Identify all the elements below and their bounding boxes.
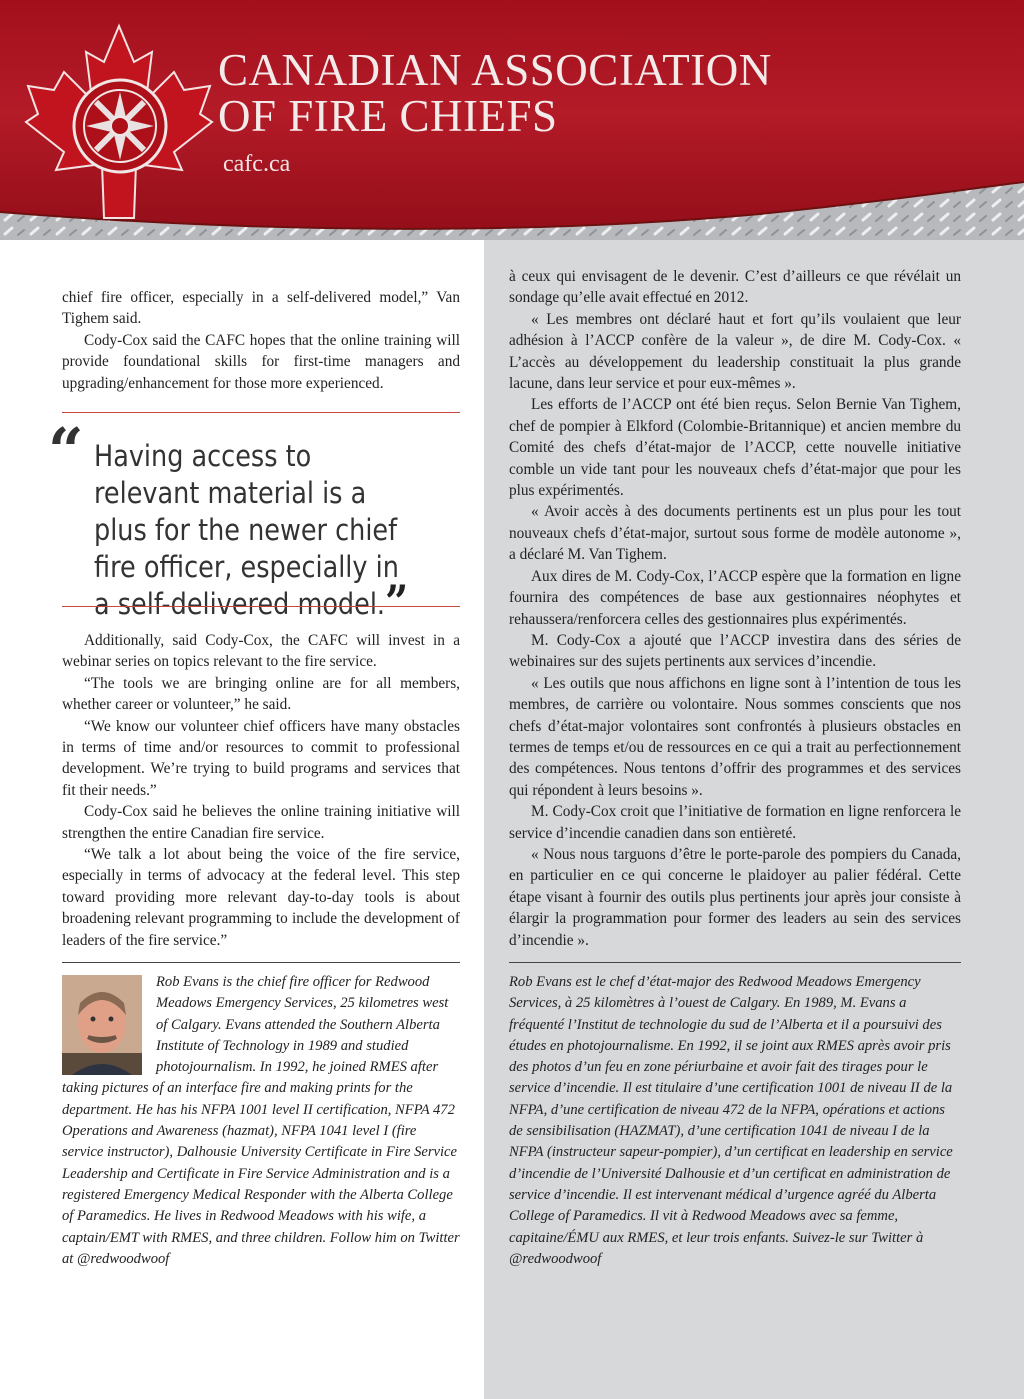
paragraph: à ceux qui envisagent de le devenir. C’est d’ailleurs ce que révélait un sondage qu’elle avait effectué en 2012.: [509, 268, 961, 307]
bio-divider: [509, 962, 961, 963]
masthead-title-line2: OF FIRE CHIEFS: [218, 91, 558, 141]
author-bio-english: [62, 972, 460, 1270]
maple-leaf-logo-icon: [24, 22, 214, 222]
paragraph: Cody-Cox said he believes the online training initiative will strengthen the entire Canadian fire service.: [62, 803, 460, 842]
divider: [62, 606, 460, 607]
pull-quote: [48, 414, 472, 629]
close-quote-mark-icon: ”: [385, 575, 409, 629]
paragraph: M. Cody-Cox croit que l’initiative de formation en ligne renforcera le service d’incendie canadien dans son entièreté.: [509, 803, 961, 842]
bio-text: Rob Evans est le chef d’état-major des Redwood Meadows Emergency Services, à 25 kilomètres à l’ouest de Calgary. En 1989, M. Evans a fréquenté l’Institut de technologie du sud de l’Alberta et il a poursuivi des études en photojournalisme. En 1992, il se joint aux RMES après avoir pris des photos d’un feu en zone périurbaine et avoir fait des tirages pour le service d’incendie. Il est titulaire d’une certification 1001 de niveau II de la NFPA, d’une certification de niveau 472 de la NFPA, opérations et actions de sensibilisation (HAZMAT), d’une certification 1041 de niveau I de la NFPA (instructeur sapeur-pompier), d’un certificat en leadership en service d’incendie de l’Université Dalhousie et d’un certificat en administration de service d’incendie. Il est intervenant médical d’urgence agréé du Alberta College of Paramedics. Il vit à Redwood Meadows avec sa femme, capitaine/ÉMU aux RMES, et leur trois enfants. Suivez-le sur Twitter à @redwoodwoof: [509, 974, 953, 1267]
author-bio-french: [509, 972, 955, 1270]
website-link[interactable]: cafc.ca: [223, 151, 291, 177]
masthead: [0, 0, 1024, 250]
divider: [62, 412, 460, 413]
left-intro: [62, 287, 460, 394]
masthead-title: [218, 47, 772, 139]
paragraph: « Les outils que nous affichons en ligne sont à l’intention de tous les membres, de carrière ou volontaire. Nous sommes conscients que nos chefs d’état-major volontaires sont confrontés à plusieurs obstacles en termes de temps et/ou de ressources en ce qui a trait au perfectionnement des compétences. Nous tentons d’offrir des programmes et des services qui répondent à leurs besoins ».: [509, 674, 961, 799]
bio-divider: [62, 962, 460, 963]
left-body: [62, 630, 460, 951]
paragraph: « Nous nous targuons d’être le porte-parole des pompiers du Canada, en particulier en ce qui concerne le plaidoyer au palier fédéral. Cette étape visant à fournir des outils plus pertinents jour après jour consiste à élargir la programmation pour former des leaders au sein des services d’incendie ».: [509, 845, 961, 949]
paragraph: chief fire officer, especially in a self-delivered model,” Van Tighem said.: [62, 289, 460, 328]
paragraph: Cody-Cox said the CAFC hopes that the online training will provide foundational skills for first-time managers and upgrading/enhancement for those more experienced.: [62, 331, 460, 392]
bio-text: Rob Evans is the chief fire officer for Redwood Meadows Emergency Services, 25 kilometres west of Calgary. Evans attended the Southern Alberta Institute of Technology in 1989 and studied photojournalism. In 1992, he joined RMES after taking pictures of an interface fire and making prints for the department. He has his NFPA 1001 level II certification, NFPA 472 Operations and Awareness (hazmat), NFPA 1041 level I (fire service instructor), Dalhousie University Certificate in Fire Service Leadership and Certificate in Fire Service Administration and is a registered Emergency Medical Responder with the Alberta College of Paramedics. He lives in Redwood Meadows with his wife, a captain/EMT with RMES, and three children. Follow him on Twitter at @redwoodwoof: [62, 974, 460, 1267]
paragraph: “The tools we are bringing online are for all members, whether career or volunteer,” he said.: [62, 674, 460, 714]
paragraph: « Avoir accès à des documents pertinents est un plus pour les tout nouveaux chefs d’état-major, surtout sous forme de modèle autonome », a déclaré M. Van Tighem.: [509, 503, 961, 564]
masthead-title-line1: CANADIAN ASSOCIATION: [218, 45, 772, 95]
paragraph: “We talk a lot about being the voice of the fire service, especially in terms of advocacy at the federal level. This step toward providing more relevant day-to-day tools is about broadening relevant programming to include the development of leaders of the fire service.”: [62, 846, 460, 949]
paragraph: Les efforts de l’ACCP ont été bien reçus. Selon Bernie Van Tighem, chef de pompier à Elkford (Colombie-Britannique) et ancien membre du Comité des chefs d’état-major de l’ACCP, cette nouvelle initiative comble un vide tant pour les nouveaux chefs d’état-major que pour les plus expérimentés.: [509, 396, 961, 500]
paragraph: M. Cody-Cox a ajouté que l’ACCP investira dans des séries de webinaires sur des sujets pertinents aux services d’incendie.: [509, 631, 961, 671]
open-quote-mark-icon: “: [48, 414, 84, 487]
pull-quote-text: Having access to relevant material is a plus for the newer chief fire officer, especially in a self-delivered model.”: [94, 439, 409, 629]
paragraph: Aux dires de M. Cody-Cox, l’ACCP espère que la formation en ligne fournira des compétences de base aux gestionnaires néophytes et rehaussera/renforcera celles des gestionnaires plus expérimentés.: [509, 567, 961, 628]
paragraph: “We know our volunteer chief officers have many obstacles in terms of time and/or resources to commit to professional development. We’re trying to build programs and services that fit their needs.”: [62, 717, 460, 799]
paragraph: « Les membres ont déclaré haut et fort qu’ils voulaient que leur adhésion à l’ACCP confère de la valeur », de dire M. Cody-Cox. « L’accès au développement du leadership constituait la plus grande lacune, dans leur service et pour eux-mêmes ».: [509, 310, 961, 393]
paragraph: Additionally, said Cody-Cox, the CAFC will invest in a webinar series on topics relevant to the fire service.: [62, 632, 460, 671]
right-body: [509, 266, 961, 951]
photo-float-spacer: [62, 972, 156, 1076]
